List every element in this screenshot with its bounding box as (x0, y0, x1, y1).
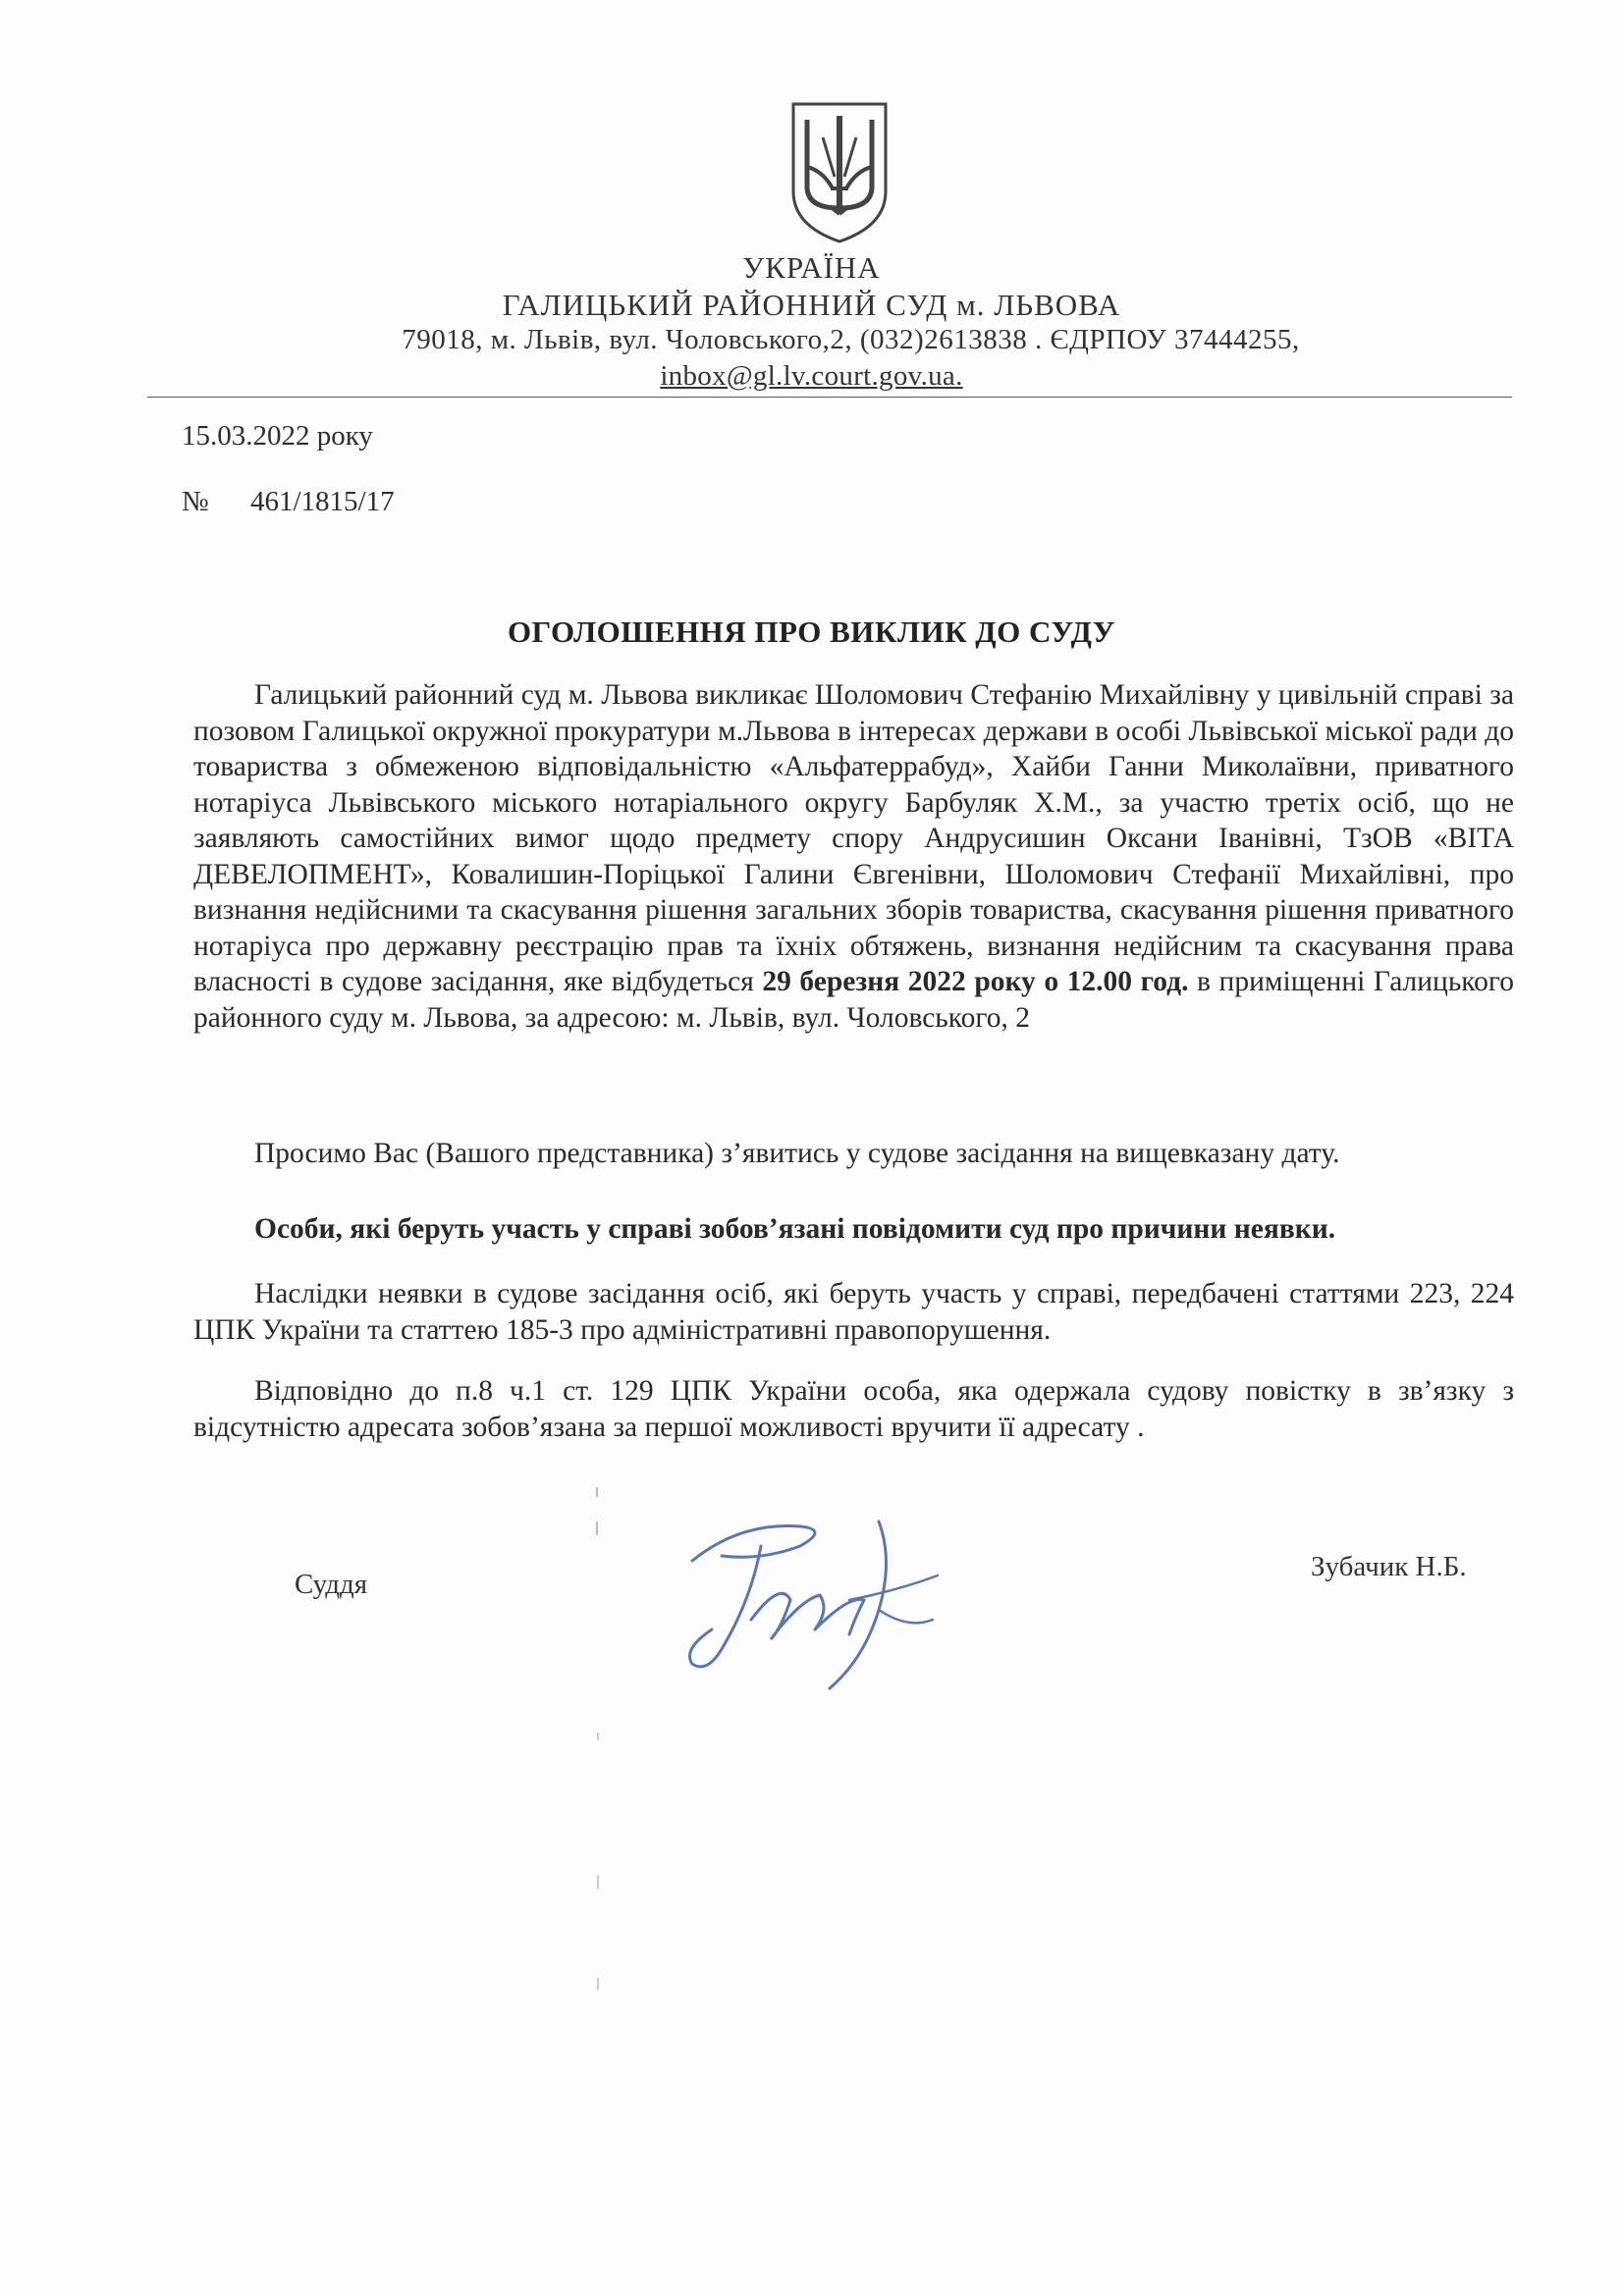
header-divider (147, 397, 1512, 398)
summons-text: Галицький районний суд м. Львова викликає Шоломович Стефанію Михайлівну у цивільній справі за позовом Галицької окружної прокуратури м.Львова в інтересах держави в особі Львівської міської ради до товариства з обмеженою відповідальністю «Альфатеррабуд», Хайби Ганни Миколаївни, приватного нотаріуса Львівського міського нотаріального округу Барбуляк Х.М., за участю третіх осіб, що не заявляють самостійних вимог щодо предмету спору Андрусишин Оксани Іванівні, ТзОВ «ВІТА ДЕВЕЛОПМЕНТ», Ковалишин-Поріцької Галини Євгенівни, Шоломович Стефанії Михайлівні, про визнання недійсними та скасування рішення загальних зборів товариства, скасування рішення приватного нотаріуса про державну реєстрацію прав та їхніх обтяжень, визнання недійсним та скасування права власності в судове засідання, яке відбудеться (193, 679, 1514, 997)
paragraph-obligation (193, 1211, 1514, 1248)
document-title: ОГОЛОШЕННЯ ПРО ВИКЛИК ДО СУДУ (507, 614, 1116, 649)
handwritten-signature (653, 1502, 957, 1698)
paragraph-delivery (193, 1373, 1514, 1445)
trident-coat-of-arms-icon (785, 98, 893, 245)
obligation-text: Особи, які беруть участь у справі зобов’язані повідомити суд про причини неявки. (254, 1213, 1336, 1245)
summons-tail: в приміщенні Галицького районного суду м. Львова, за адресою: м. Львів, вул. Чоловського, 2 (193, 966, 1514, 1034)
header-address: 79018, м. Львів, вул. Чоловського,2, (032)2613838 . ЄДРПОУ 37444255, (402, 324, 1300, 355)
scan-marks (592, 1487, 604, 1998)
case-number-value: 461/1815/17 (250, 486, 395, 517)
paragraph-consequences (193, 1276, 1514, 1348)
paragraph-request (193, 1136, 1514, 1172)
header-court-name: ГАЛИЦЬКИЙ РАЙОННИЙ СУД м. ЛЬВОВА (502, 288, 1121, 322)
delivery-text: Відповідно до п.8 ч.1 ст. 129 ЦПК України особа, яка одержала судову повістку в зв’язку з відсутністю адресата зобов’язана за першої можливості вручити її адресату . (193, 1375, 1514, 1443)
request-text: Просимо Вас (Вашого представника) з’явитись у судове засідання на вищевказану дату. (254, 1138, 1340, 1169)
header-country: УКРАЇНА (742, 250, 881, 285)
consequences-text: Наслідки неявки в судове засідання осіб, які беруть участь у справі, передбачені статтями 223, 224 ЦПК України та статтею 185-3 про адміністративні правопорушення. (193, 1278, 1514, 1346)
paragraph-summons (193, 677, 1514, 1036)
header-email-link[interactable]: inbox@gl.lv.court.gov.ua. (660, 360, 963, 392)
document-date: 15.03.2022 року (182, 420, 373, 452)
signature-role: Суддя (295, 1569, 368, 1600)
hearing-datetime: 29 березня 2022 року о 12.00 год. (762, 966, 1189, 997)
case-number (182, 486, 395, 518)
judge-name: Зубачик Н.Б. (1311, 1551, 1467, 1582)
number-sign: № (182, 486, 209, 517)
